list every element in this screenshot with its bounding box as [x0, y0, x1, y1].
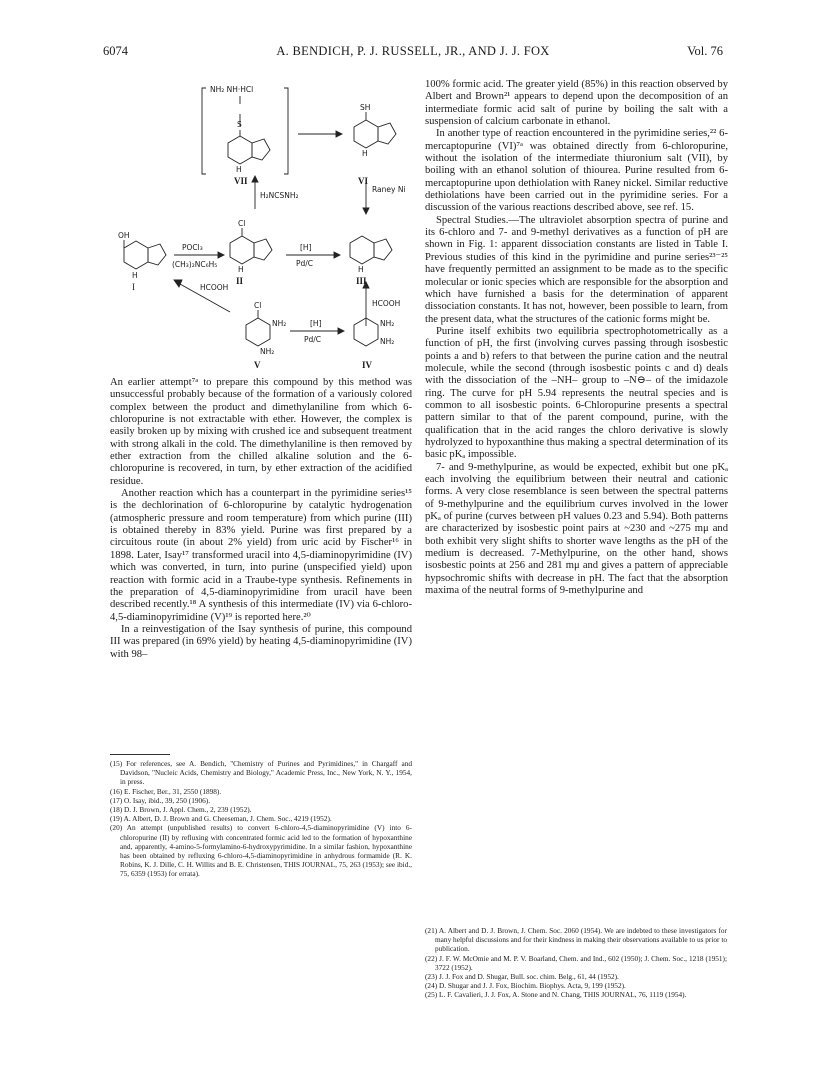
compound-vii-label: VII [234, 176, 248, 186]
h-vi: H [362, 149, 368, 158]
left-footnotes [110, 759, 412, 879]
reagent-amine: (CH₃)₂NC₆H₅ [172, 260, 218, 269]
reagent-pdc-bottom: Pd/C [304, 335, 322, 344]
footnote: (21) A. Albert and D. J. Brown, J. Chem. Soc. 2060 (1954). We are indebted to these investigators for many helpful discussions and for their kindness in making their observations available to us prior to publication. [425, 926, 727, 954]
right-footnotes [425, 926, 727, 1000]
footnote: (24) D. Shugar and J. J. Fox, Biochim. Biophys. Acta, 9, 199 (1952). [425, 981, 626, 991]
compound-ii-label: II [236, 276, 244, 286]
paragraph: An earlier attempt⁷ᵃ to prepare this compound by this method was unsuccessful probably because of the formation of a variously colored complex between the product and dimethylaniline from which 6-chloropurine is not extractable with ether. However, the complex is easily broken up by mixing with crushed ice and subsequent treatment with strong alkali in the cold. The dimethylaniline is then removed by ether extraction from the chilled alkaline solution and the 6-chloropurine is recovered, in turn, by ether extraction of the acidified residue. [110, 377, 412, 487]
h-i: H [132, 271, 138, 280]
reagent-thiourea: H₂NCSNH₂ [260, 191, 299, 200]
compound-vi-label: VI [358, 176, 369, 186]
paragraph: 7- and 9-methylpurine, as would be expected, exhibit but one pKₐ each involving the equilibrium between their neutral and cationic forms. A very close resemblance is seen between the spectral patterns of 9-methylpurine and the equilibrium curves involved in the lower pKₐ of purine (curves between pH values 0.23 and 5.94). Both patterns are characterized by isosbestic point pairs at ~230 and ~275 mμ and both exhibit very slight shifts to shorter wave lengths as the pH of the medium is decreased. 7-Methylpurine, on the other hand, shows isosbestic points at 256 and 281 mμ and gives a pattern of appreciable hypsochromic shifts with decrease in pH. The fact that the absorption maxima of the neutral forms of 9-methylpurine and [425, 461, 728, 597]
footnote: (18) D. J. Brown, J. Appl. Chem., 2, 239 (1952). [110, 805, 252, 815]
h-ii: H [238, 265, 244, 274]
nh2-iv-top: NH₂ [380, 319, 395, 328]
compound-iv-label: IV [362, 360, 373, 370]
footnote: (15) For references, see A. Bendich, "Chemistry of Purines and Pyrimidines," in Chargaff and Davidson, "Nucleic Acids, Chemistry and Biology," Academic Press, Inc., New York, N. Y., 1954, in press. [110, 759, 412, 787]
compound-iii-label: III [356, 276, 367, 286]
reaction-scheme [110, 74, 420, 374]
footnote: (23) J. J. Fox and D. Shugar, Bull. soc. chim. Belg., 61, 44 (1952). [425, 972, 619, 982]
cl-ii: Cl [238, 219, 246, 228]
volume-label: Vol. 76 [687, 44, 723, 58]
nh2-iv-bottom: NH₂ [380, 337, 395, 346]
paragraph: 100% formic acid. The greater yield (85%) in this reaction observed by Albert and Brown²¹ appears to depend upon the decomposition of an intermediate formic acid salt of purine by boiling the salt with a suspension of calcium carbonate in ethanol. [425, 79, 728, 128]
page-number: 6074 [103, 44, 128, 58]
compound-i-label: I [132, 282, 135, 292]
nh2-v-bottom: NH₂ [260, 347, 275, 356]
footnote: (17) O. Isay, ibid., 39, 250 (1906). [110, 795, 211, 805]
reagent-pdc-top: Pd/C [296, 259, 314, 268]
footnote: (19) A. Albert, D. J. Brown and G. Cheeseman, J. Chem. Soc., 4219 (1952). [110, 814, 332, 824]
compound-v-label: V [254, 360, 261, 370]
running-authors: A. BENDICH, P. J. RUSSELL, JR., AND J. J. FOX [276, 44, 550, 58]
reagent-hcooh-right: HCOOH [372, 299, 401, 308]
paragraph: Purine itself exhibits two equilibria spectrophotometrically as a function of pH, the first (involving curves passing through isosbestic points a and b) refers to that between the purine cation and the neutral molecule, while the second (through isosbestic points c and d) deals with the dissociation of the –NH– group to –N⊖– of the imidazole ring. The curve for pH 5.94 represents the neutral species and is common to all isosbestic points. 6-Chloropurine presents a spectral pattern similar to that of the parent compound, purine, with the qualification that in the acid ranges the chloro derivative is slowly hydrolyzed to hypoxanthine thus making a spectral determination of its basic pKₐ impossible. [425, 325, 728, 461]
footnote: (25) L. F. Cavalieri, J. J. Fox, A. Stone and N. Chang, THIS JOURNAL, 76, 1119 (1954). [425, 990, 687, 1000]
paragraph: In another type of reaction encountered in the pyrimidine series,²² 6-mercaptopurine (VI)⁷ᵃ was obtained directly from 6-chloropurine, without the isolation of the intermediate thiuronium salt (VII), by boiling with an ethanol solution of thiourea. Purine resulted from 6-mercaptopurine upon dethiolation with Raney nickel. Similar reductive dethiolations have been carried out in the pyrimidine series. For a discussion of the various reactions described above, see ref. 15. [425, 128, 728, 214]
cl-v: Cl [254, 301, 262, 310]
paragraph: Another reaction which has a counterpart in the pyrimidine series¹⁵ is the dechlorination of 6-chloropurine by catalytic hydrogenation (atmospheric pressure and room temperature) from which purine (III) is obtained thereby in 83% yield. Purine was first prepared by a circuitous route (in about 2% yield) from uric acid by Fischer¹⁶ in 1898. Later, Isay¹⁷ transformed uracil into 4,5-diaminopyrimidine (IV) which was converted, in turn, into purine (unspecified yield) upon reaction with formic acid in a Traube-type synthesis. Refinements in the preparation of 4,5-diaminopyrimidine from uracil have been described recently.¹⁸ A synthesis of this intermediate (IV) via 6-chloro-4,5-diaminopyrimidine (V)¹⁹ is reported here.²⁰ [110, 488, 412, 623]
reagent-pocl3: POCl₃ [182, 243, 203, 252]
reagent-h-bottom: [H] [310, 319, 322, 328]
reagent-hcooh-left: HCOOH [200, 283, 229, 292]
oh-group: OH [118, 231, 130, 240]
sulfur-atom: S [237, 120, 242, 129]
h-vii: H [236, 165, 242, 174]
sh-group: SH [360, 103, 371, 112]
footnote-rule-left [110, 754, 170, 755]
footnote: (20) An attempt (unpublished results) to convert 6-chloro-4,5-diaminopyrimidine (V) into 6-chloropurine (II) by refluxing with concentrated formic acid led to the formation of hypoxanthine and, apparently, 4-amino-5-formylamino-6-hydroxypyrimidine. In a similar fashion, hypoxanthine has been obtained by refluxing 6-chloro-4,5-diaminopyrimidine in anhydrous formamide (R. K. Robins, K. J. Dille, C. H. Willits and B. E. Christensen, THIS JOURNAL, 75, 263 (1953); see ibid., 75, 6359 (1953) for errata). [110, 823, 412, 879]
nh2-v-top: NH₂ [272, 319, 287, 328]
paragraph: In a reinvestigation of the Isay synthesis of purine, this compound III was prepared (in 69% yield) by heating 4,5-diaminopyrimidine (IV) with 98– [110, 623, 412, 660]
right-column [425, 79, 728, 597]
footnote: (16) E. Fischer, Ber., 31, 2550 (1898). [110, 786, 222, 796]
left-column [110, 377, 412, 661]
h-iii: H [358, 265, 364, 274]
amidine-label: NH₂ NH·HCl [210, 85, 254, 94]
paragraph: Spectral Studies.—The ultraviolet absorption spectra of purine and its 6-chloro and 7- and 9-methyl derivatives as a function of pH are shown in Fig. 1: apparent dissociation constants are listed in Table I. Previous studies of this kind in the pyrimidine and purine series²³⁻²⁵ have frequently permitted an assignment to be made as to the specific molecular or ionic species which are responsible for the absorption and which have furnished a basis for the determination of apparent dissociation constants. It has not, however, been possible to learn, from the present data, what the structures of the cationic forms might be. [425, 214, 728, 325]
footnote: (22) J. F. W. McOmie and M. P. V. Boarland, Chem. and Ind., 602 (1950); J. Chem. Soc., 1218 (1951); 3722 (1952). [425, 953, 727, 972]
reagent-raney: Raney Ni [372, 185, 406, 194]
reagent-h-top: [H] [300, 243, 312, 252]
running-header [103, 44, 723, 60]
